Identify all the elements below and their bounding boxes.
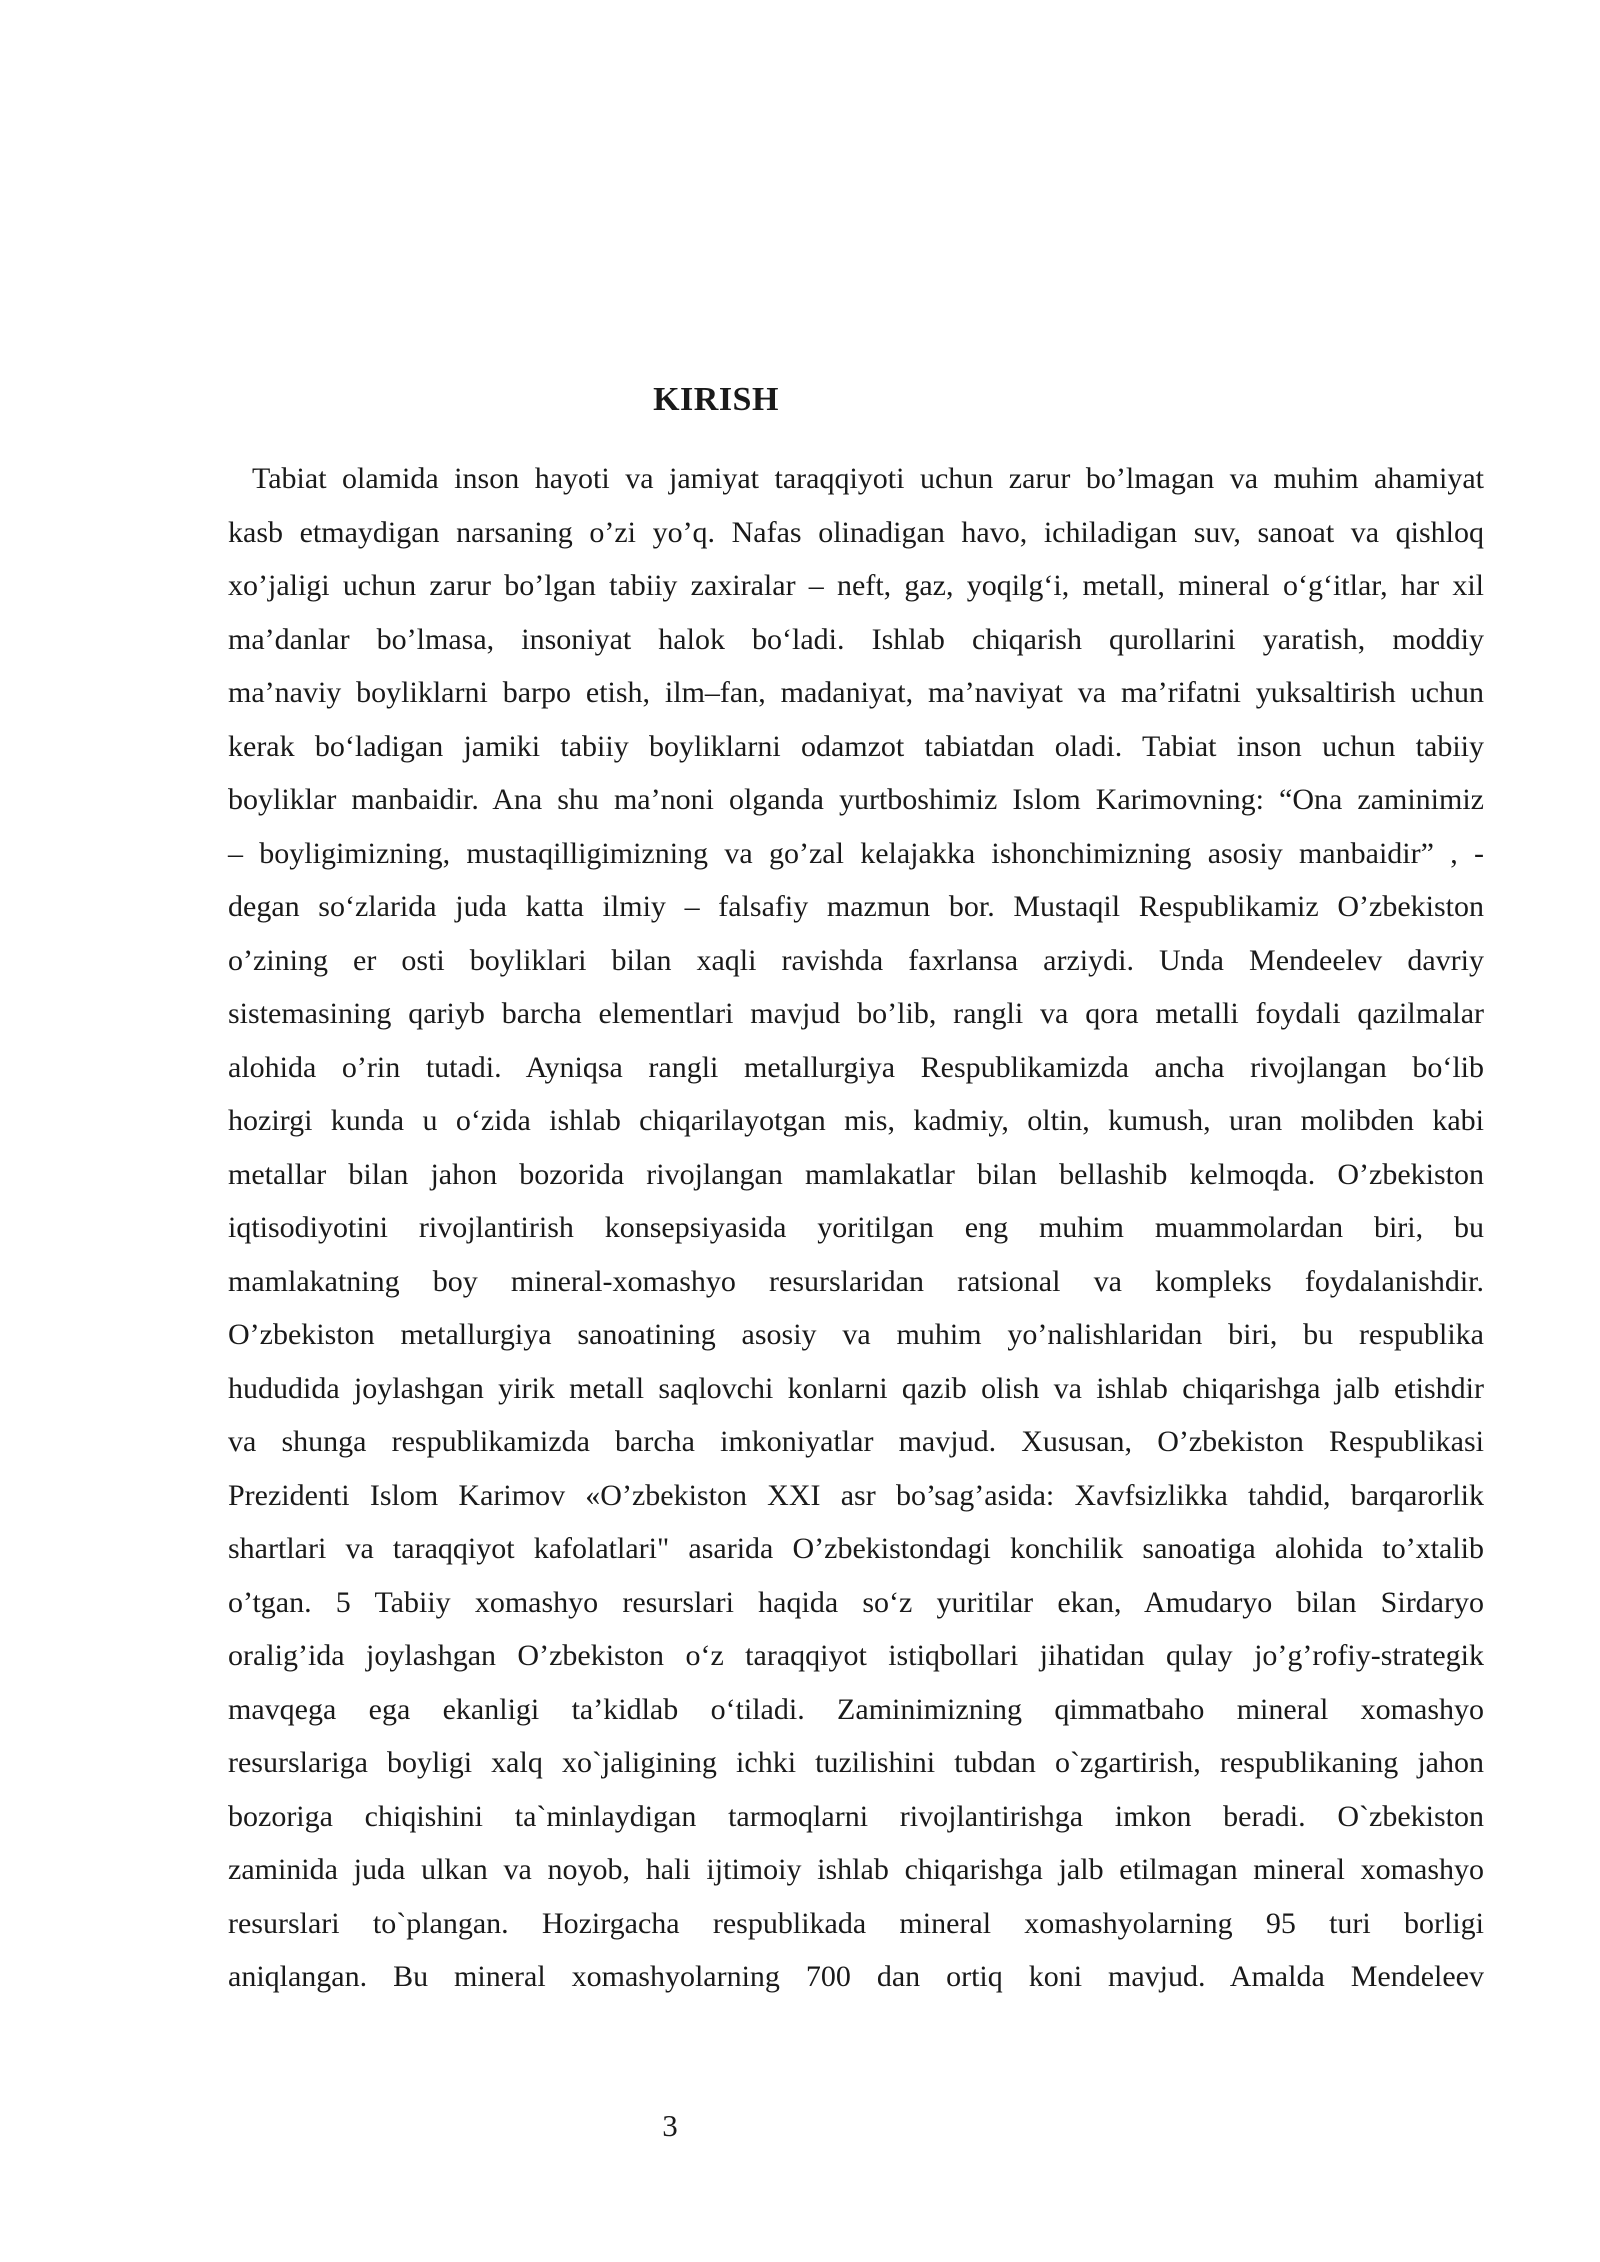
paragraph-line: hududida joylashgan yirik metall saqlovchi konlarni qazib olish va ishlab chiqarishga jalb etishdir xyxy=(228,1371,1484,1405)
paragraph-line: xo’jaligi uchun zarur bo’lgan tabiiy zaxiralar – neft, gaz, yoqilg‘i, metall, mineral o‘g‘itlar, har xil xyxy=(228,569,1484,602)
paragraph-line: kerak bo‘ladigan jamiki tabiiy boyliklarni odamzot tabiatdan oladi. Tabiat inson uchun tabiiy xyxy=(228,729,1484,763)
paragraph-line: kasb etmaydigan narsaning o’zi yo’q. Nafas olinadigan havo, ichiladigan suv, sanoat va qishloq xyxy=(228,515,1484,549)
paragraph-line: o’zining er osti boyliklari bilan xaqli ravishda faxrlansa arziydi. Unda Mendeelev davriy xyxy=(228,943,1484,977)
paragraph-line: zaminida juda ulkan va noyob, hali ijtimoiy ishlab chiqarishga jalb etilmagan mineral xomashyo xyxy=(228,1853,1484,1886)
paragraph-line: degan so‘zlarida juda katta ilmiy – falsafiy mazmun bor. Mustaqil Respublikamiz O’zbekiston xyxy=(228,890,1484,923)
document-title: KIRISH xyxy=(653,381,779,418)
paragraph-line: mamlakatning boy mineral-xomashyo resurslaridan ratsional va kompleks foydalanishdir. xyxy=(228,1264,1484,1298)
paragraph-line: bozoriga chiqishini ta`minlaydigan tarmoqlarni rivojlantirishga imkon beradi. O`zbekiston xyxy=(228,1799,1484,1833)
paragraph-line: alohida o’rin tutadi. Ayniqsa rangli metallurgiya Respublikamizda ancha rivojlangan bo‘lib xyxy=(228,1050,1484,1084)
paragraph-line: resurslariga boyligi xalq xo`jaligining ichki tuzilishini tubdan o`zgartirish, respublikaning jahon xyxy=(228,1746,1484,1779)
paragraph-line: iqtisodiyotini rivojlantirish konsepsiyasida yoritilgan eng muhim muammolardan biri, bu xyxy=(228,1211,1484,1244)
paragraph-line: ma’danlar bo’lmasa, insoniyat halok bo‘ladi. Ishlab chiqarish qurollarini yaratish, moddiy xyxy=(228,622,1484,656)
paragraph-line: aniqlangan. Bu mineral xomashyolarning 700 dan ortiq koni mavjud. Amalda Mendeleev xyxy=(228,1960,1484,1993)
paragraph-line: metallar bilan jahon bozorida rivojlangan mamlakatlar bilan bellashib kelmoqda. O’zbekiston xyxy=(228,1157,1484,1191)
paragraph-line: Prezidenti Islom Karimov «O’zbekiston XXI asr bo’sag’asida: Xavfsizlikka tahdid, barqarorlik xyxy=(228,1478,1484,1512)
paragraph-line: – boyligimizning, mustaqilligimizning va go’zal kelajakka ishonchimizning asosiy manbaidir” , - xyxy=(228,836,1484,870)
paragraph-line: boyliklar manbaidir. Ana shu ma’noni olganda yurtboshimiz Islom Karimovning: “Ona zaminimiz xyxy=(228,783,1484,816)
paragraph-line: sistemasining qariyb barcha elementlari mavjud bo’lib, rangli va qora metalli foydali qazilmalar xyxy=(228,997,1484,1030)
body-paragraph xyxy=(228,452,1484,2004)
paragraph-line: va shunga respublikamizda barcha imkoniyatlar mavjud. Xususan, O’zbekiston Respublikasi xyxy=(228,1425,1484,1458)
paragraph-line: shartlari va taraqqiyot kafolatlari" asarida O’zbekistondagi konchilik sanoatiga alohida to’xtalib xyxy=(228,1532,1484,1565)
paragraph-line: O’zbekiston metallurgiya sanoatining asosiy va muhim yo’nalishlaridan biri, bu respublika xyxy=(228,1318,1484,1351)
paragraph-line: resurslari to`plangan. Hozirgacha respublikada mineral xomashyolarning 95 turi borligi xyxy=(228,1906,1484,1940)
page-number: 3 xyxy=(662,2108,678,2143)
paragraph-line: o’tgan. 5 Tabiiy xomashyo resurslari haqida so‘z yuritilar ekan, Amudaryo bilan Sirdaryo xyxy=(228,1585,1484,1619)
paragraph-line: Tabiat olamida inson hayoti va jamiyat taraqqiyoti uchun zarur bo’lmagan va muhim ahamiyat xyxy=(252,462,1484,495)
paragraph-line: oralig’ida joylashgan O’zbekiston o‘z taraqqiyot istiqbollari jihatidan qulay jo’g’rofiy-strategik xyxy=(228,1639,1484,1672)
paragraph-line: ma’naviy boyliklarni barpo etish, ilm–fan, madaniyat, ma’naviyat va ma’rifatni yuksaltirish uchun xyxy=(228,676,1484,709)
paragraph-line: hozirgi kunda u o‘zida ishlab chiqarilayotgan mis, kadmiy, oltin, kumush, uran molibden kabi xyxy=(228,1104,1484,1137)
paragraph-line: mavqega ega ekanligi ta’kidlab o‘tiladi. Zaminimizning qimmatbaho mineral xomashyo xyxy=(228,1692,1484,1726)
